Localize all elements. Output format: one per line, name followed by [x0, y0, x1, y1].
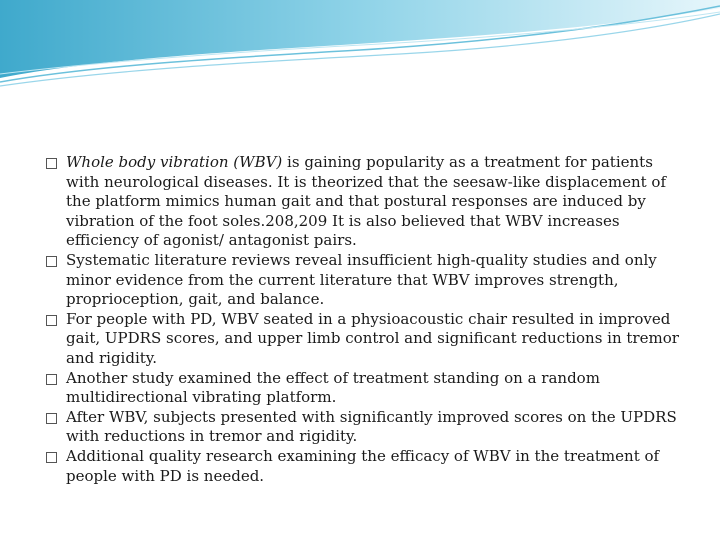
bullet-item [46, 251, 686, 310]
bullet-item [46, 447, 686, 486]
bullet-item [46, 369, 686, 408]
bullet-text: Systematic literature reviews reveal insufficient high-quality studies and only minor evidence from the current literature that WBV improves strength, proprioception, gait, and balance. [66, 250, 657, 309]
top-wave-decoration [0, 0, 720, 90]
square-bullet-icon [46, 452, 57, 463]
bullet-text: is gaining popularity as a treatment for patients with neurological diseases. It is theorized that the seesaw-like displacement of the platform mimics human gait and that postural responses are induced by vibration of the foot soles.208,209 It is also believed that WBV increases efficiency of agonist/ antagonist pairs. [66, 153, 666, 250]
bullet-text: After WBV, subjects presented with significantly improved scores on the UPDRS with reductions in tremor and rigidity. [66, 407, 677, 446]
bullet-item [46, 408, 686, 447]
bullet-text: Another study examined the effect of treatment standing on a random multidirectional vibrating platform. [66, 368, 600, 407]
bullet-item [46, 153, 686, 251]
bullet-text: For people with PD, WBV seated in a physioacoustic chair resulted in improved gait, UPDRS scores, and upper limb control and significant reductions in tremor and rigidity. [66, 309, 679, 367]
wave-fill [0, 0, 720, 78]
square-bullet-icon [46, 413, 57, 424]
square-bullet-icon [46, 256, 57, 267]
bullet-lead-text: Whole body vibration (WBV) [66, 153, 283, 171]
bullet-item [46, 310, 686, 369]
slide-body [46, 153, 686, 486]
square-bullet-icon [46, 158, 57, 169]
square-bullet-icon [46, 315, 57, 326]
square-bullet-icon [46, 374, 57, 385]
bullet-text: Additional quality research examining the efficacy of WBV in the treatment of people with PD is needed. [66, 446, 660, 485]
